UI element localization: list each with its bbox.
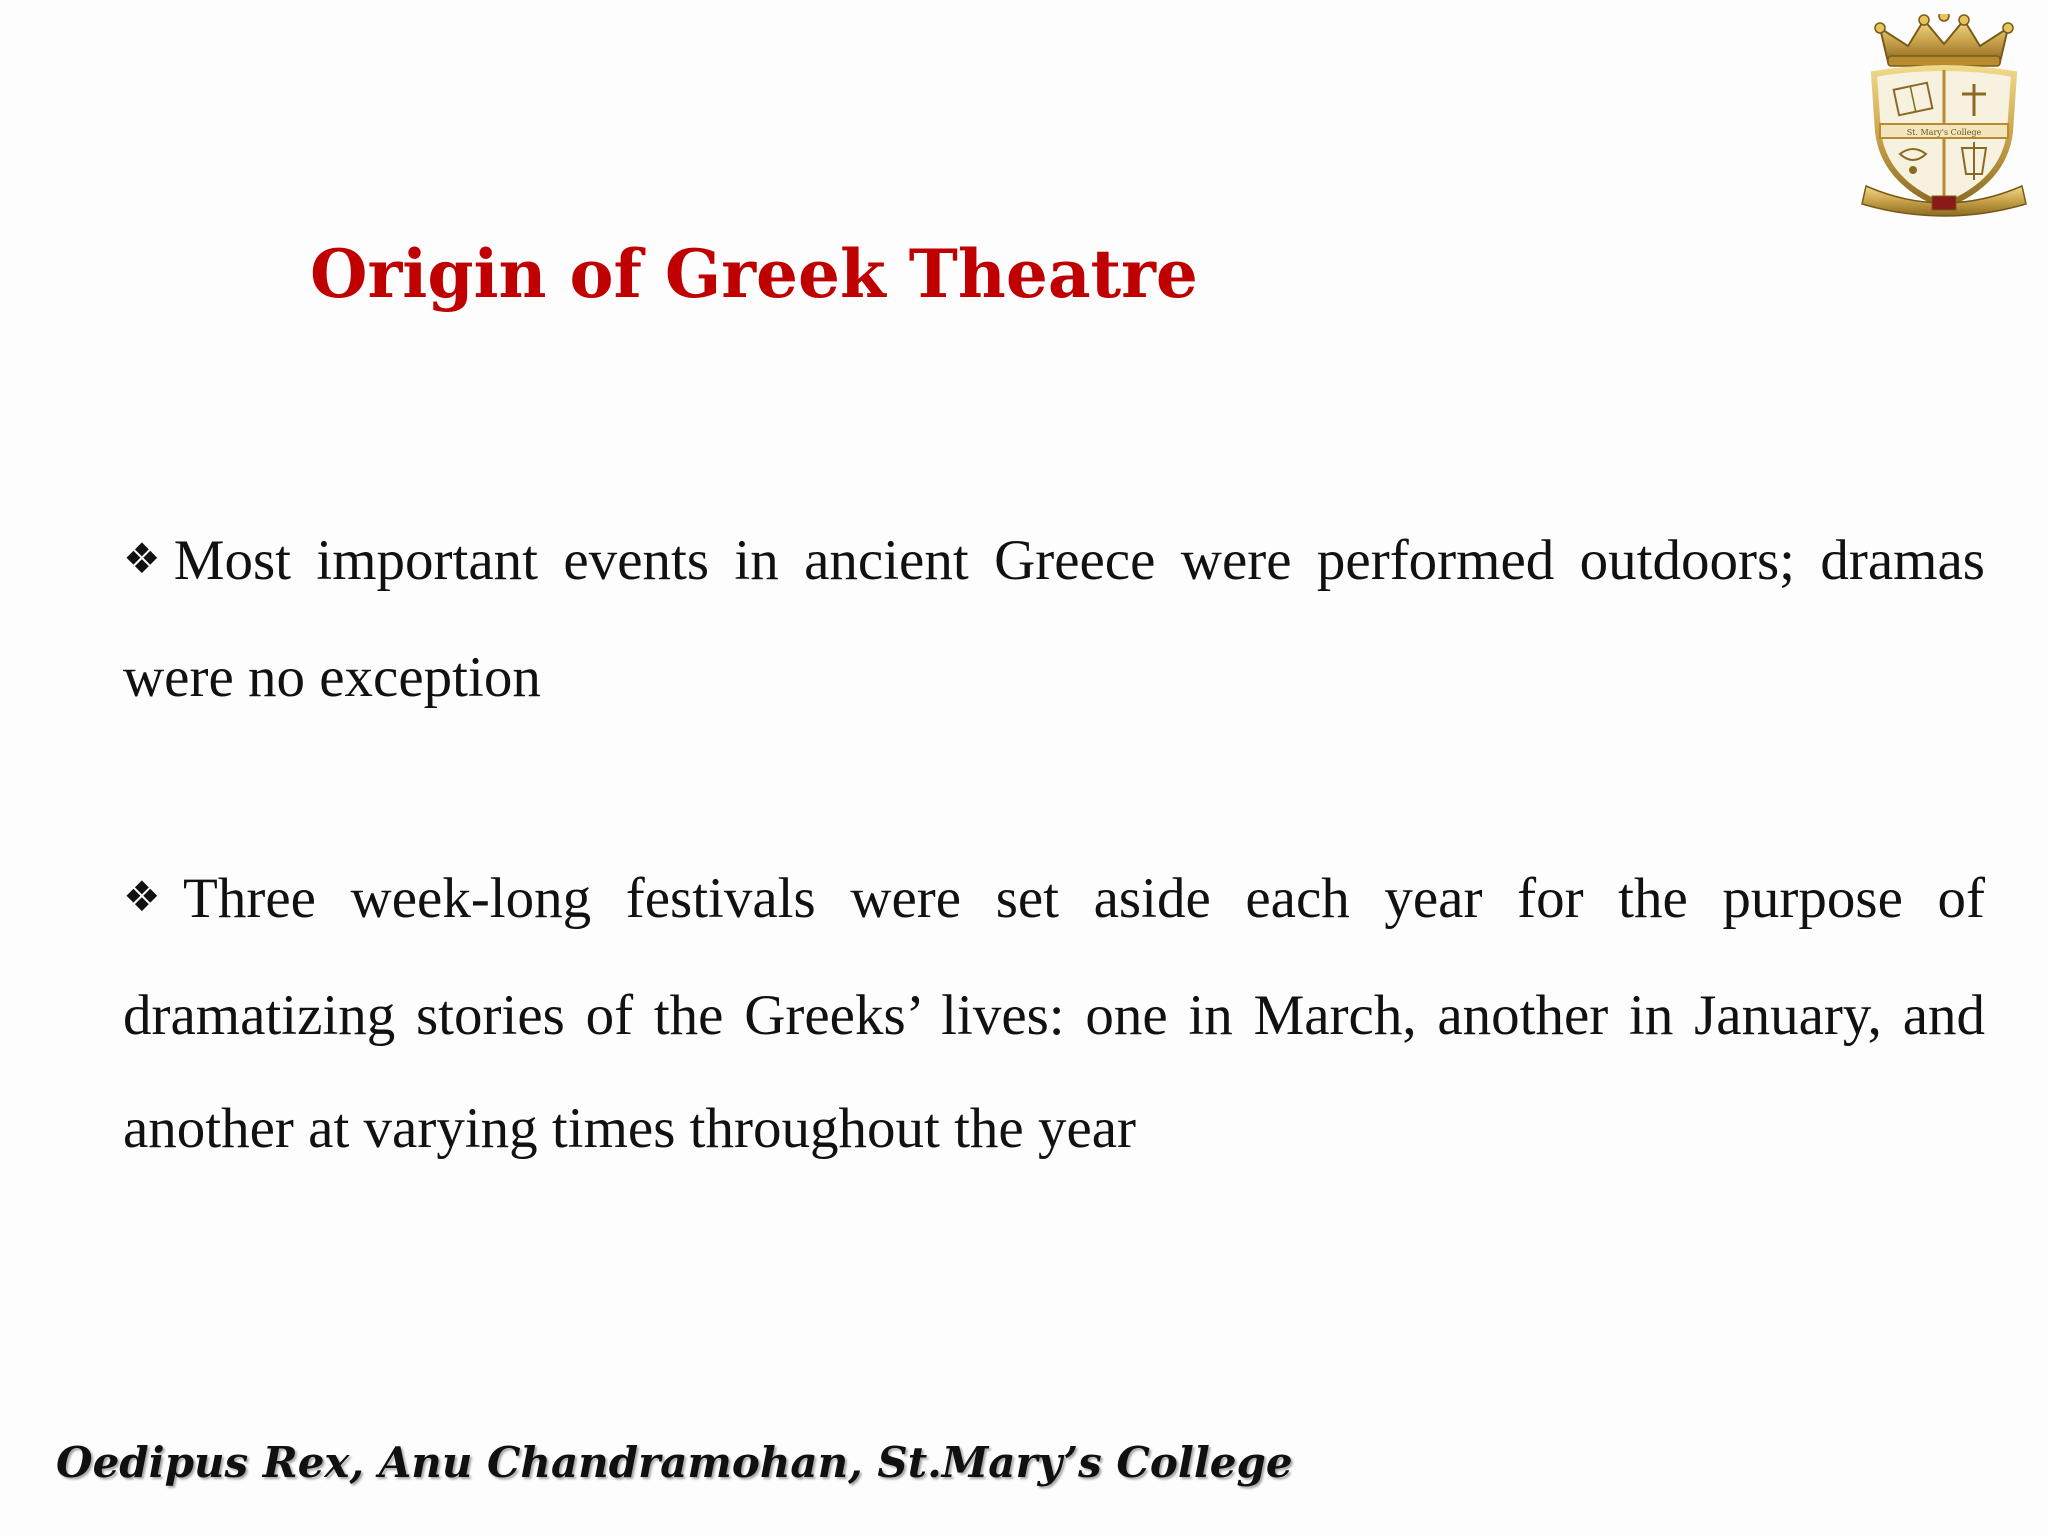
four-diamond-bullet-icon: ❖: [123, 872, 182, 921]
svg-text:St. Mary's College: St. Mary's College: [1906, 128, 1982, 137]
college-crest-logo: [1858, 14, 2030, 222]
slide-footer: Oedipus Rex, Anu Chandramohan, St.Mary’s College: [56, 1438, 1293, 1487]
shield-icon: [1874, 68, 2014, 206]
slide-title: Origin of Greek Theatre: [310, 235, 1198, 313]
bullet-item-2: [123, 842, 1985, 1185]
four-diamond-bullet-icon: ❖: [123, 534, 172, 583]
bullet-text-1: Most important events in ancient Greece were performed outdoors; dramas were no exception: [123, 529, 1985, 709]
bullet-item-1: [123, 504, 1985, 734]
bullet-text-2: Three week-long festivals were set aside each year for the purpose of dramatizing stories of the Greeks’ lives: one in March, another in January, and another at varying times throughout the year: [123, 867, 1985, 1160]
crown-icon: [1875, 14, 2013, 66]
